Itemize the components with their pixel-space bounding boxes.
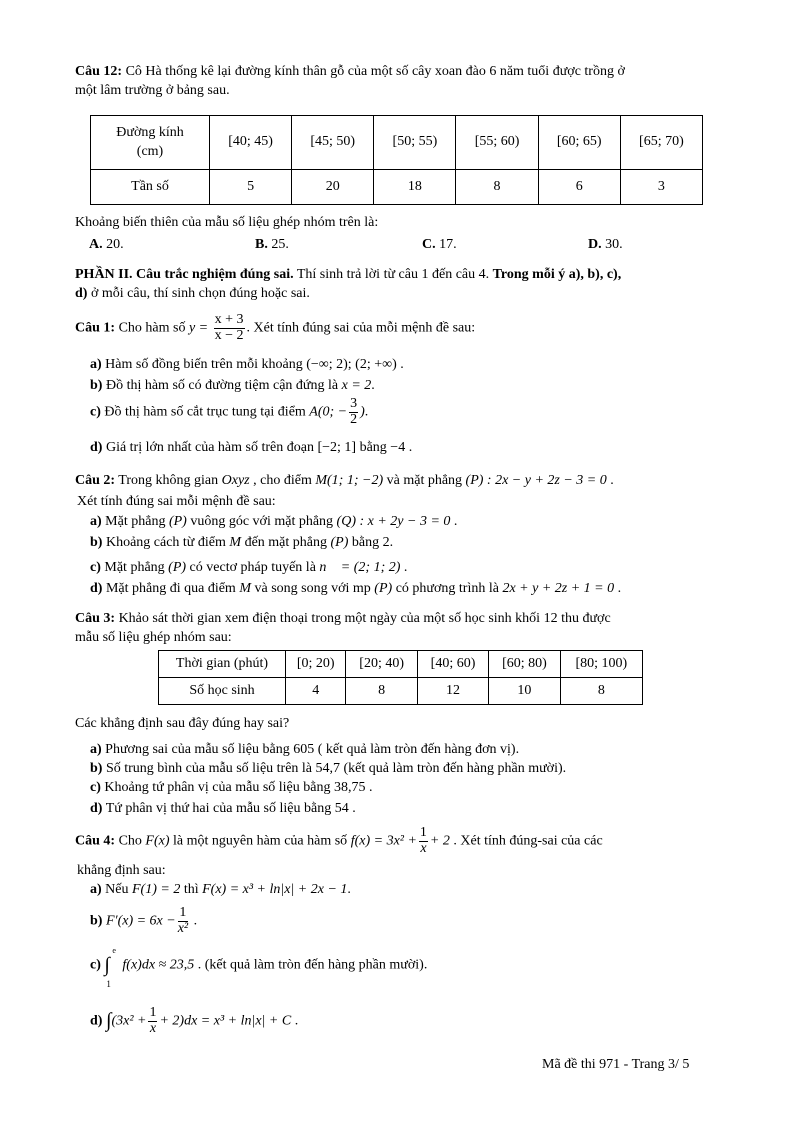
q1-statement-c: c) Đồ thị hàm số cắt trục tung tại điểm A(0; − $\frac{3}{2}$ ). bbox=[90, 396, 369, 427]
q12-freq: 5 bbox=[210, 170, 292, 205]
q12-interval: [50; 55) bbox=[374, 116, 456, 170]
q1-label: Câu 1: bbox=[75, 320, 116, 336]
q4-line2: khẳng định sau: bbox=[77, 863, 166, 878]
q4-statement-d: d) ∫(3x² + $\frac{1}{x} + 2)dx = x^3 + \ln|x| + C$ . bbox=[90, 1005, 299, 1036]
q3-statement-a: a) Phương sai của mẫu số liệu bằng 605 ( kết quả làm tròn đến hàng đơn vị). bbox=[90, 742, 520, 757]
q3-interval: [80; 100) bbox=[560, 651, 642, 678]
q2-statement-d: d) Mặt phẳng đi qua điểm M và song song với mp (P) có phương trình là 2x + y + 2z + 1 = 0 . bbox=[90, 581, 622, 596]
q3-count: 4 bbox=[286, 678, 346, 705]
q3-count: 12 bbox=[417, 678, 488, 705]
q1-statement-a: a) Hàm số đồng biến trên mỗi khoảng (−∞; 2); (2; +∞) . bbox=[90, 357, 404, 372]
q4-b-fraction: $\frac{1}{\text{x²}}$ bbox=[177, 905, 189, 936]
q4-label: Câu 4: bbox=[75, 833, 116, 849]
q12-interval: [40; 45) bbox=[210, 116, 292, 170]
q4-d-fraction: $\frac{1}{x}$ bbox=[149, 1005, 157, 1036]
q3-interval: [40; 60) bbox=[417, 651, 488, 678]
part2-instructions: PHẦN II. Câu trắc nghiệm đúng sai. Thí sinh trả lời từ câu 1 đến câu 4. Trong mỗi ý a), b), c), d) ở mỗi câu, thí sinh chọn đúng hoặc sai. bbox=[75, 267, 622, 301]
q3-statement-d: d) Tứ phân vị thứ hai của mẫu số liệu bằng 54 . bbox=[90, 801, 356, 816]
q12-freq: 3 bbox=[620, 170, 702, 205]
q12-prompt: Câu 12: Cô Hà thống kê lại đường kính thân gỗ của một số cây xoan đào 6 năm tuổi được trồng ở một lâm trường ở bảng sau. bbox=[75, 64, 625, 98]
q3-count: 8 bbox=[560, 678, 642, 705]
q3-statement-b: b) Số trung bình của mẫu số liệu trên là 54,7 (kết quả làm tròn đến hàng phần mười). bbox=[90, 761, 567, 776]
q12-freq: 20 bbox=[292, 170, 374, 205]
q12-option-c: C. 17. bbox=[422, 237, 457, 252]
page-footer: Mã đề thi 971 - Trang 3/ 5 bbox=[542, 1057, 690, 1072]
q12-header-cell: Đường kính (cm) bbox=[91, 116, 210, 170]
q3-statement-c: c) Khoảng tứ phân vị của mẫu số liệu bằng 38,75 . bbox=[90, 780, 373, 795]
q4-fraction: $\frac{1}{x}$ bbox=[419, 825, 427, 856]
q1-statement-d: d) Giá trị lớn nhất của hàm số trên đoạn [−2; 1] bằng −4 . bbox=[90, 440, 413, 455]
q3-prompt: Câu 3: Khảo sát thời gian xem điện thoại trong một ngày của một số học sinh khối 12 thu được mẫu số liệu ghép nhóm sau: bbox=[75, 611, 611, 645]
q4-statement-c: c) ∫ e 1 f(x)dx ≈ 23,5 . (kết quả làm tròn đến hàng phần mười). bbox=[90, 946, 428, 989]
q2-label: Câu 2: bbox=[75, 473, 116, 488]
q4-c-integral: ∫ e 1 bbox=[104, 946, 116, 989]
q12-freq: 8 bbox=[456, 170, 538, 205]
q1-c-fraction: $\frac{3}{2}$ bbox=[350, 396, 358, 427]
q3-question: Các khẳng định sau đây đúng hay sai? bbox=[75, 716, 290, 731]
q12-interval: [65; 70) bbox=[620, 116, 702, 170]
q3-interval: [0; 20) bbox=[286, 651, 346, 678]
q12-option-a: A. 20. bbox=[89, 237, 124, 252]
q2-statement-b: b) Khoảng cách từ điểm M đến mặt phẳng (P) bằng 2. bbox=[90, 535, 394, 550]
q4-prompt: Câu 4: Cho F(x) là một nguyên hàm của hàm số f(x) = 3x² + $\frac{1}{x} + 2$ . Xét tính đúng-sai của các bbox=[75, 825, 603, 856]
q12-option-d: D. 30. bbox=[588, 237, 623, 252]
q3-interval: [20; 40) bbox=[346, 651, 417, 678]
q1-prompt: Câu 1: Cho hàm số y = $\frac{x + 3}{x - 2}$ . Xét tính đúng sai của mỗi mệnh đề sau: bbox=[75, 312, 476, 343]
q4-d-integral: ∫ bbox=[105, 1009, 112, 1032]
q12-label: Câu 12: bbox=[75, 64, 123, 79]
q3-interval: [60; 80) bbox=[489, 651, 560, 678]
q12-freq: 18 bbox=[374, 170, 456, 205]
q12-option-b: B. 25. bbox=[255, 237, 289, 252]
q12-question: Khoảng biến thiên của mẫu số liệu ghép nhóm trên là: bbox=[75, 215, 379, 230]
q1-fraction: $\frac{x + 3}{x - 2}$ bbox=[214, 312, 244, 343]
q2-statement-a: a) Mặt phẳng (P) vuông góc với mặt phẳng (Q) : x + 2y − 3 = 0 . bbox=[90, 514, 458, 529]
q3-header-cell: Thời gian (phút) bbox=[159, 651, 286, 678]
q12-interval: [55; 60) bbox=[456, 116, 538, 170]
q2-prompt: Câu 2: Trong không gian Oxyz , cho điểm M(1; 1; −2) và mặt phẳng (P) : 2x − y + 2z − 3 = 0 . bbox=[75, 473, 614, 488]
q12-freq: 6 bbox=[538, 170, 620, 205]
q12-interval: [60; 65) bbox=[538, 116, 620, 170]
q12-interval: [45; 50) bbox=[292, 116, 374, 170]
q3-count: 10 bbox=[489, 678, 560, 705]
q1-statement-b: b) Đồ thị hàm số có đường tiệm cận đứng là x = 2. bbox=[90, 378, 375, 393]
q3-table bbox=[158, 650, 643, 705]
q3-label: Câu 3: bbox=[75, 611, 116, 626]
q12-row2-label: Tần số bbox=[91, 170, 210, 205]
q2-line2: Xét tính đúng sai mỗi mệnh đề sau: bbox=[77, 494, 276, 509]
q2-statement-c: c) Mặt phẳng (P) có vectơ pháp tuyến là n⃗ = (2; 1; 2) . bbox=[90, 560, 408, 575]
q12-table bbox=[90, 115, 703, 205]
q3-row2-label: Số học sinh bbox=[159, 678, 286, 705]
part2-title: PHẦN II. Câu trắc nghiệm đúng sai. bbox=[75, 267, 294, 282]
q4-statement-b: b) F′(x) = 6x − $\frac{1}{\text{x²}}$ . bbox=[90, 905, 198, 936]
q4-statement-a: a) Nếu F(1) = 2 thì F(x) = x³ + ln|x| + 2x − 1. bbox=[90, 882, 351, 897]
q3-count: 8 bbox=[346, 678, 417, 705]
